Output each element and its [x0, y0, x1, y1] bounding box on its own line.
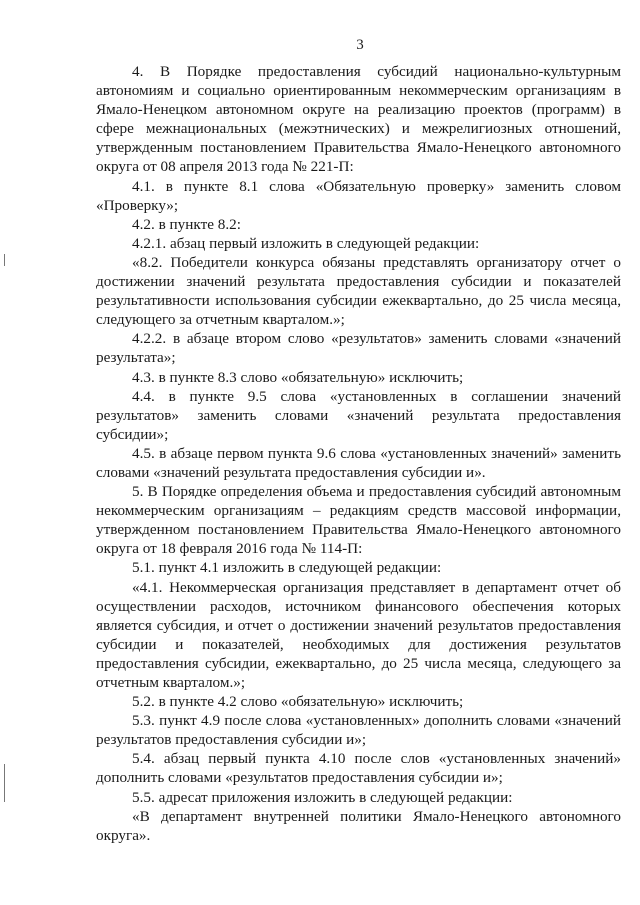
- paragraph-addressee-quote: «В департамент внутренней политики Ямало-Ненецкого автономного округа».: [96, 807, 621, 844]
- paragraph-5-4: 5.4. абзац первый пункта 4.10 после слов «установленных значений» дополнить словами «результатов предоставления субсидии и»;: [96, 750, 621, 787]
- paragraph-4-2-2: 4.2.2. в абзаце втором слово «результатов» заменить словами «значений результата»;: [96, 330, 621, 367]
- paragraph-4-2: 4.2. в пункте 8.2:: [132, 215, 241, 233]
- paragraph-4-4: 4.4. в пункте 9.5 слова «установленных в соглашении значений результатов» заменить словами «значений результата предоставления субсидии»;: [96, 387, 621, 443]
- paragraph-4: 4. В Порядке предоставления субсидий национально-культурным автономиям и социально ориентированным некоммерческим организациям в Ямало-Ненецком автономном округе на реализацию проектов (программ) в сфере межнациональных (межэтнических) и межрелигиозных отношений, утвержденным постановлением Правительства Ямало-Ненецкого автономного округа от 08 апреля 2013 года № 221-П:: [96, 63, 621, 176]
- paragraph-4-2-1: 4.2.1. абзац первый изложить в следующей редакции:: [132, 234, 480, 252]
- paragraph-4-5: 4.5. в абзаце первом пункта 9.6 слова «установленных значений» заменить словами «значений результата предоставления субсидии и».: [96, 444, 621, 481]
- document-body: [96, 62, 621, 845]
- paragraph-4-1: 4.1. в пункте 8.1 слова «Обязательную проверку» заменить словом «Проверку»;: [96, 177, 621, 214]
- scan-edge-mark: [4, 764, 5, 802]
- paragraph-4-1-quote: «4.1. Некоммерческая организация представляет в департамент отчет об осуществлении расходов, источником финансового обеспечения которых является субсидия, и отчет о достижении значений результатов предоставления субсидии и показателей, необходимых для достижения результатов предоставления субсидии, ежеквартально, до 25 числа месяца, следующего за отчетным кварталом.»;: [96, 578, 621, 691]
- page-number: 3: [356, 37, 364, 53]
- paragraph-5-5: 5.5. адресат приложения изложить в следующей редакции:: [132, 788, 513, 806]
- paragraph-5-3: 5.3. пункт 4.9 после слова «установленных» дополнить словами «значений результатов предоставления субсидии и»;: [96, 712, 621, 749]
- paragraph-5-2: 5.2. в пункте 4.2 слово «обязательную» исключить;: [132, 693, 464, 711]
- paragraph-5-1: 5.1. пункт 4.1 изложить в следующей редакции:: [132, 559, 442, 577]
- scan-edge-mark: [4, 254, 5, 266]
- paragraph-4-3: 4.3. в пункте 8.3 слово «обязательную» исключить;: [132, 368, 464, 386]
- paragraph-8-2-quote: «8.2. Победители конкурса обязаны представлять организатору отчет о достижении значений результата предоставления субсидии и показателей результативности использования субсидии ежеквартально, до 25 числа месяца, следующего за отчетным кварталом.»;: [96, 253, 621, 329]
- paragraph-5: 5. В Порядке определения объема и предоставления субсидий автономным некоммерческим организациям – редакциям средств массовой информации, утвержденном постановлением Правительства Ямало-Ненецкого автономного округа от 18 февраля 2016 года № 114-П:: [96, 483, 621, 558]
